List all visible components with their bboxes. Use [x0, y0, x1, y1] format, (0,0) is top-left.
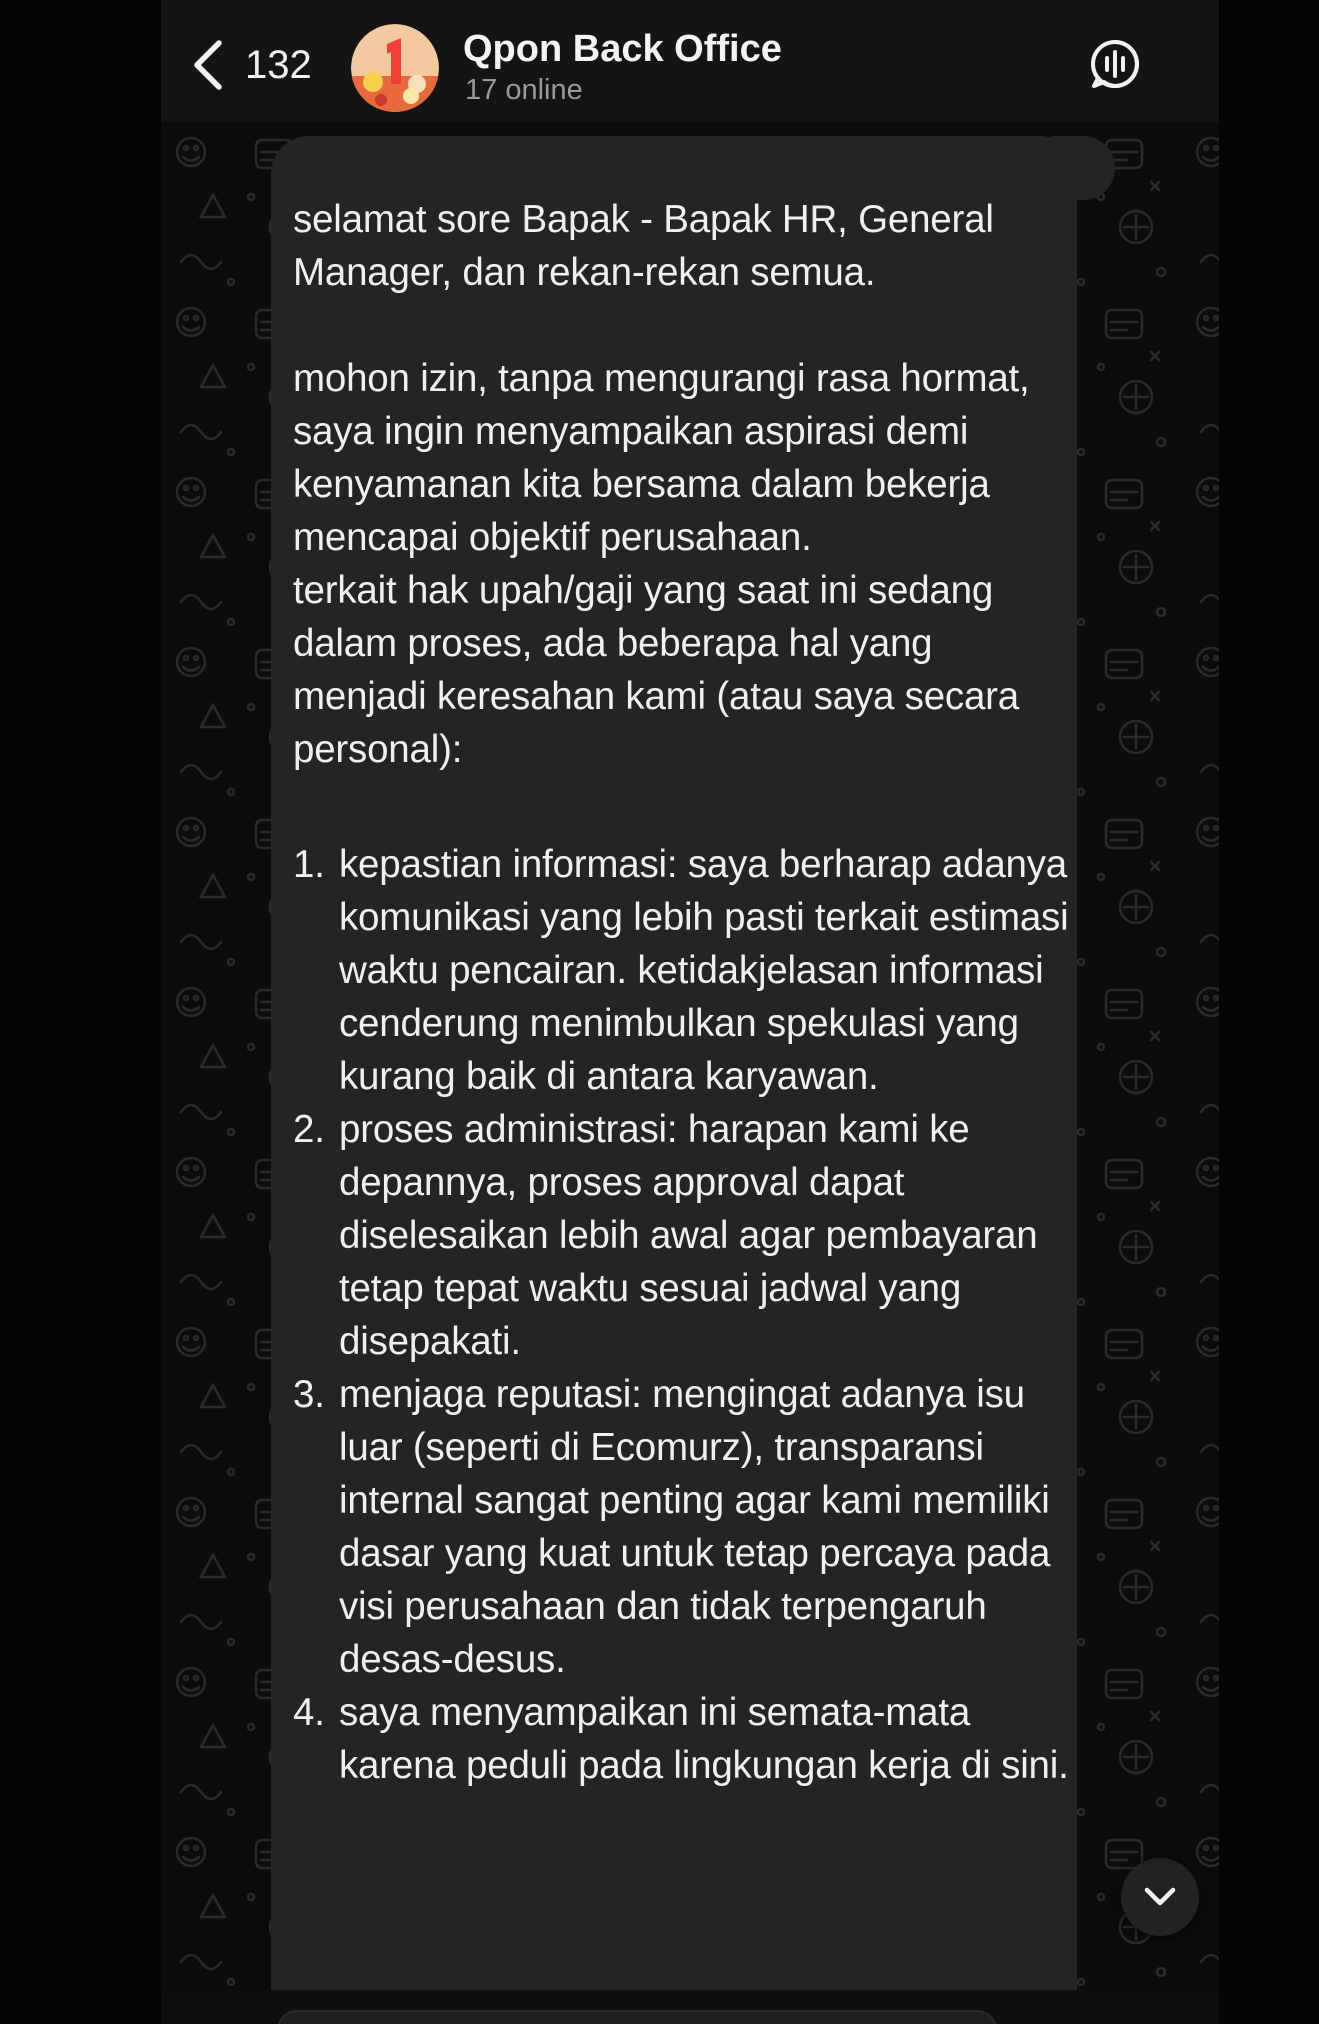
group-avatar[interactable]: [351, 24, 439, 112]
message-greeting: selamat sore Bapak - Bapak HR, General Manager, dan rekan-rekan semua.: [293, 198, 994, 294]
list-item-text: menjaga reputasi: mengingat adanya isu luar (seperti di Ecomurz), transparansi internal sangat penting agar kami memiliki dasar yang kuat untuk tetap percaya pada visi perusahaan dan tidak terpengaruh desas-desus.: [339, 1373, 1051, 1681]
chat-title[interactable]: Qpon Back Office: [463, 28, 782, 70]
message-input[interactable]: [277, 2010, 997, 2024]
list-item-text: saya menyampaikan ini semata-mata karena peduli pada lingkungan kerja di sini.: [339, 1691, 1069, 1787]
list-number: 1.: [293, 843, 325, 886]
list-item: [293, 1368, 1073, 1686]
group-avatar-image: [351, 24, 439, 112]
voice-chat-icon: [1089, 38, 1141, 90]
online-count: 17 online: [465, 74, 583, 106]
list-item: [293, 1686, 1073, 1792]
chevron-left-icon: [191, 39, 225, 91]
list-number: 2.: [293, 1108, 325, 1151]
unread-count: 132: [245, 42, 312, 87]
list-item-text: kepastian informasi: saya berharap adanya komunikasi yang lebih pasti terkait estimasi waktu pencairan. ketidakjelasan informasi cenderung menimbulkan spekulasi yang kurang baik di antara karyawan.: [339, 843, 1069, 1098]
back-button[interactable]: [191, 30, 312, 100]
list-item: [293, 838, 1073, 1103]
chat-screen: [161, 0, 1219, 2024]
chevron-down-icon: [1143, 1886, 1177, 1908]
message-body: [293, 193, 1063, 776]
chat-header: [161, 0, 1219, 122]
voice-chat-button[interactable]: [1089, 38, 1141, 90]
message-points-list: [293, 838, 1073, 1792]
list-number: 3.: [293, 1373, 325, 1416]
message-intro: mohon izin, tanpa mengurangi rasa hormat, saya ingin menyampaikan aspirasi demi kenyamanan kita bersama dalam bekerja mencapai objektif perusahaan. terkait hak upah/gaji yang saat ini sedang dalam proses, ada beberapa hal yang menjadi keresahan kami (atau saya secara personal):: [293, 357, 1030, 771]
list-item-text: proses administrasi: harapan kami ke depannya, proses approval dapat diselesaikan lebih awal agar pembayaran tetap tepat waktu sesuai jadwal yang disepakati.: [339, 1108, 1038, 1363]
list-item: [293, 1103, 1073, 1368]
list-number: 4.: [293, 1691, 325, 1734]
scroll-to-bottom-button[interactable]: [1121, 1858, 1199, 1936]
